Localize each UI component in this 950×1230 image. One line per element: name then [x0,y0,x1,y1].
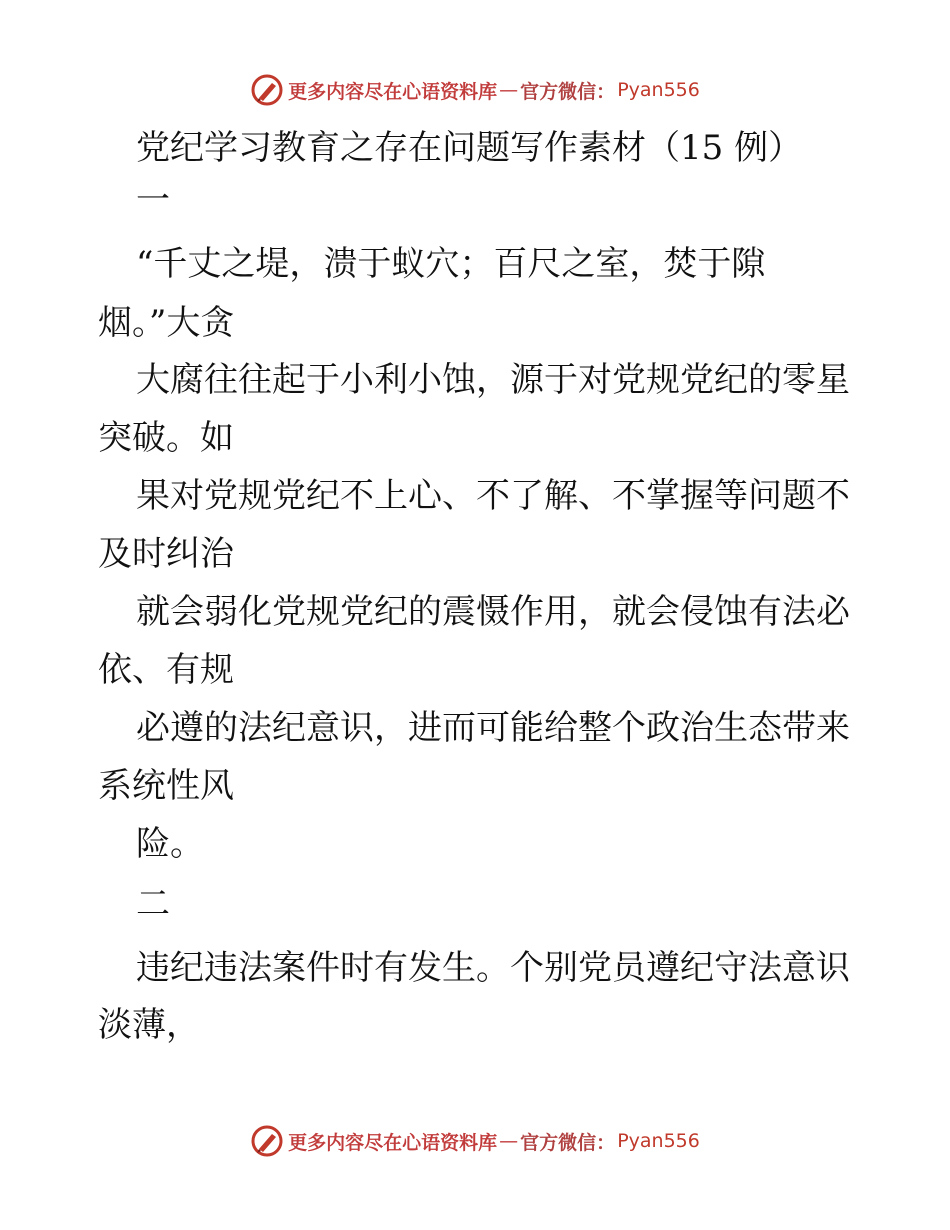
watermark-main-text: 更多内容尽在心语资料库 [288,80,498,103]
paragraph-line: 淡薄， [98,1005,200,1045]
paragraph-line: “千丈之堤，溃于蚁穴；百尺之室，焚于隙 [136,244,766,284]
paragraph-line: 依、有规 [98,650,234,690]
pen-logo-icon [250,1124,284,1158]
paragraph-line: 系统性风 [98,766,234,806]
section-number-1: 一 [136,180,170,220]
section-number-2: 二 [136,884,170,924]
paragraph-line: 突破。如 [98,418,234,458]
watermark-separator: — [499,1130,519,1152]
watermark-wechat-label: 官方微信： [520,1131,616,1154]
watermark-wechat-id: Pyan556 [617,79,700,101]
paragraph-line: 必遵的法纪意识，进而可能给整个政治生态带来 [136,708,850,748]
watermark-wechat-label: 官方微信： [520,80,616,103]
document-title: 党纪学习教育之存在问题写作素材（15 例） [136,128,803,168]
paragraph-line: 大腐往往起于小利小蚀，源于对党规党纪的零星 [136,360,850,400]
watermark-separator: — [499,79,519,101]
watermark-footer [0,1121,950,1161]
paragraph-line: 就会弱化党规党纪的震慑作用，就会侵蚀有法必 [136,592,850,632]
watermark-wechat-id: Pyan556 [617,1130,700,1152]
paragraph-line: 烟。”大贪 [98,303,235,343]
pen-logo-icon [250,73,284,107]
watermark-main-text: 更多内容尽在心语资料库 [288,1131,498,1154]
paragraph-line: 违纪违法案件时有发生。个别党员遵纪守法意识 [136,948,850,988]
paragraph-line: 果对党规党纪不上心、不了解、不掌握等问题不 [136,476,850,516]
paragraph-line: 及时纠治 [98,534,234,574]
paragraph-line: 险。 [136,824,204,864]
watermark-header [0,70,950,110]
